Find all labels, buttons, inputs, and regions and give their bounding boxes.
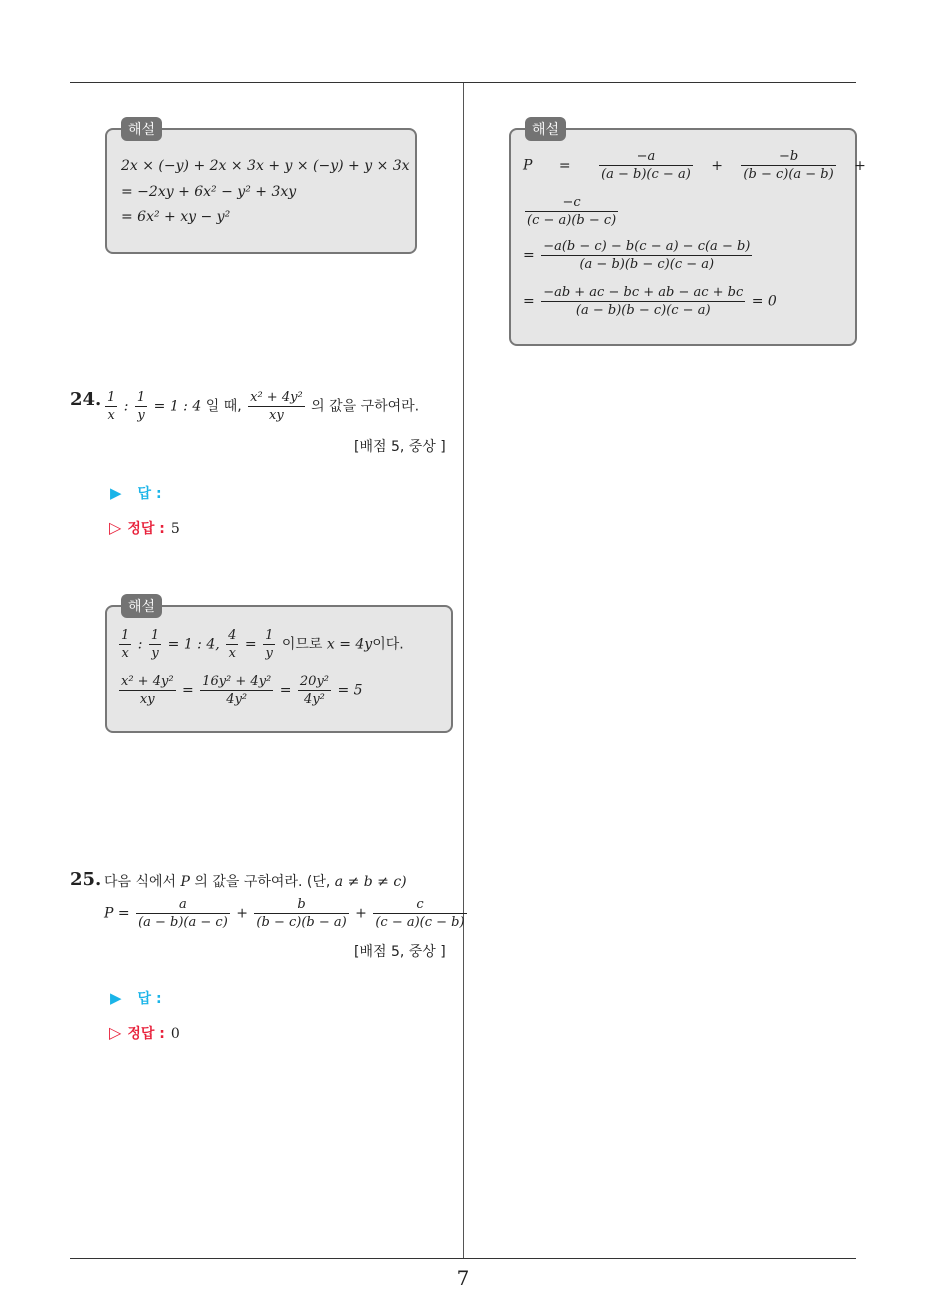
explanation-box-25 bbox=[509, 122, 866, 346]
question-25-text: 다음 식에서 P 의 값을 구하여라. (단, a ≠ b ≠ c) bbox=[104, 874, 407, 890]
solution-line: $\frac{\text{x² + 4y²}}{xy}$ = $\frac{\text{16y² + 4y²}}{\text{4y²}}$ = $\frac{\text{20y²}}{\text{4y²}}$ = 5 bbox=[121, 674, 363, 707]
correct-answer-row: ▷ 정답 : 0 bbox=[109, 1023, 180, 1042]
solution-line: = $\frac{-ab + ac - bc + ab - ac + bc}{(a - b)(b - c)(c - a)}$ = 0 bbox=[523, 285, 777, 318]
question-25-equation: P = $\frac{a}{(a - b)(a - c)}$ + $\frac{b}{(b - c)(b - a)}$ + $\frac{c}{(c - a)(c - b)}$ bbox=[104, 897, 465, 930]
fraction: $\frac{1}{y}$ bbox=[136, 390, 146, 423]
explanation-tag: 해설 bbox=[121, 594, 162, 618]
solution-line: = −2xy + 6x² − y² + 3xy bbox=[121, 184, 297, 200]
solution-line: = 6x² + xy − y² bbox=[121, 209, 231, 225]
outline-triangle-icon: ▷ bbox=[109, 518, 122, 537]
solution-line: $\frac{-c}{(c - a)(b - c)}$ bbox=[527, 195, 617, 228]
outline-triangle-icon: ▷ bbox=[109, 1023, 122, 1042]
play-arrow-icon: ▶ bbox=[110, 484, 122, 502]
column-divider bbox=[463, 83, 464, 1259]
answer-input-row[interactable]: ▶ 답 : bbox=[110, 484, 162, 502]
solution-line: = $\frac{-a(b - c) - b(c - a) - c(a - b)}{(a - b)(b - c)(c - a)}$ bbox=[523, 239, 751, 272]
answer-input-row[interactable]: ▶ 답 : bbox=[110, 989, 162, 1007]
explanation-box-24 bbox=[105, 599, 453, 733]
question-24-text: $\frac{1}{x}$ : $\frac{1}{y}$ = 1 : 4 일 때, $\frac{\text{x² + 4y²}}{xy}$ 의 값을 구하여라. bbox=[107, 390, 420, 423]
correct-answer-row: ▷ 정답 : 5 bbox=[109, 518, 180, 537]
question-number: 25. bbox=[70, 869, 102, 890]
explanation-tag: 해설 bbox=[121, 117, 162, 141]
score-label: [배점 5, 중상 ] bbox=[354, 439, 446, 455]
bottom-rule bbox=[70, 1258, 856, 1259]
score-label: [배점 5, 중상 ] bbox=[354, 944, 446, 960]
explanation-tag: 해설 bbox=[525, 117, 566, 141]
page-number: 7 bbox=[456, 1266, 470, 1290]
question-number: 24. bbox=[70, 389, 102, 410]
fraction: $\frac{1}{x}$ bbox=[107, 390, 116, 423]
play-arrow-icon: ▶ bbox=[110, 989, 122, 1007]
solution-line: $\frac{1}{x}$ : $\frac{1}{y}$ = 1 : 4, $\frac{4}{x}$ = $\frac{1}{y}$ 이므로 x = 4y이다. bbox=[121, 628, 404, 661]
fraction: $\frac{\text{x² + 4y²}}{xy}$ bbox=[250, 390, 303, 423]
explanation-box-23 bbox=[105, 122, 417, 254]
solution-line: 2x × (−y) + 2x × 3x + y × (−y) + y × 3x bbox=[121, 158, 410, 174]
solution-line: P = $\frac{-a}{(a - b)(c - a)}$ + $\frac{-b}{(b - c)(a - b)}$ + bbox=[523, 149, 866, 182]
